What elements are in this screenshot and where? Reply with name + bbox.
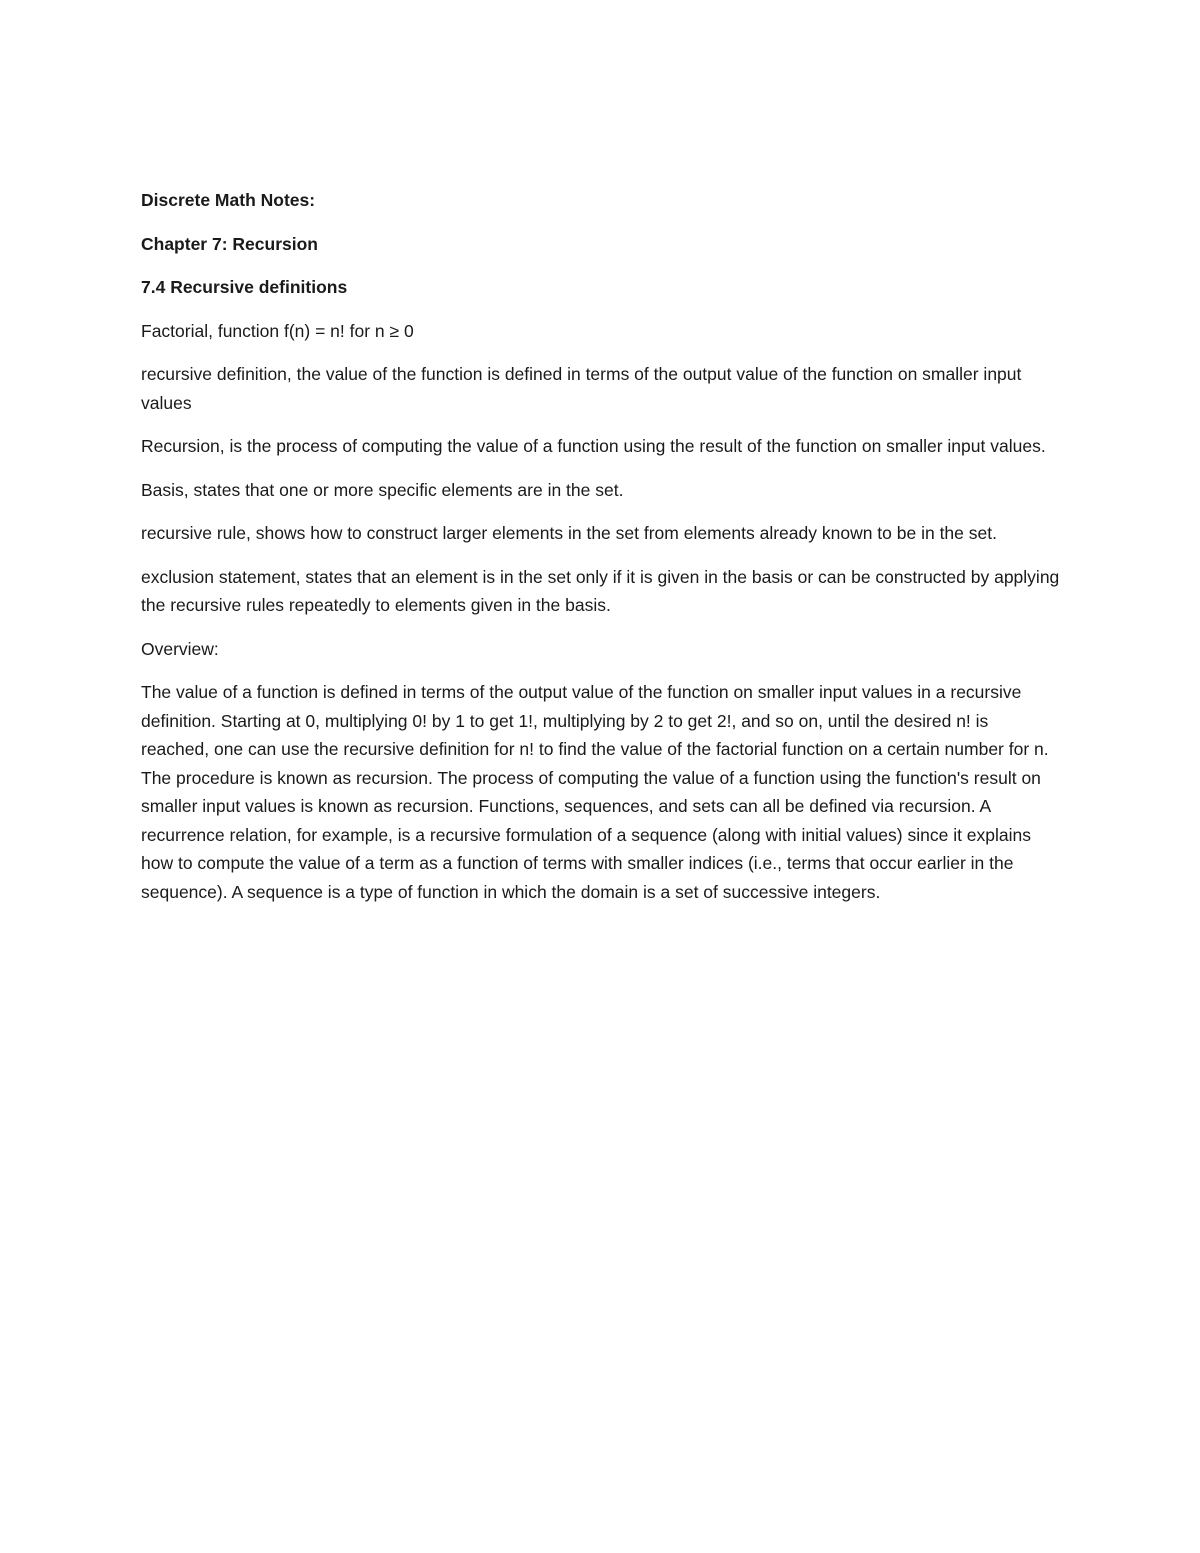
chapter-heading: Chapter 7: Recursion (141, 233, 318, 254)
recursive-rule-paragraph: recursive rule, shows how to construct larger elements in the set from elements already known to be in the set. (141, 523, 997, 543)
basis-paragraph: Basis, states that one or more specific elements are in the set. (141, 479, 624, 500)
recursive-definition-paragraph: recursive definition, the value of the function is defined in terms of the output value of the function on smaller input values (141, 364, 1022, 413)
overview-paragraph: The value of a function is defined in terms of the output value of the function on smaller input values in a recursive definition. Starting at 0, multiplying 0! by 1 to get 1!, multiplying by 2 to get 2!, and so on, until the desired n! is reached, one can use the recursive definition for n! to find the value of the factorial function on a certain number for n. The procedure is known as recursion. The process of computing the value of a function using the function's result on smaller input values is known as recursion. Functions, sequences, and sets can all be defined via recursion. A recurrence relation, for example, is a recursive formulation of a sequence (along with initial values) since it explains how to compute the value of a term as a function of terms with smaller indices (i.e., terms that occur earlier in the sequence). A sequence is a type of function in which the domain is a set of successive integers. (141, 682, 1049, 902)
section-heading: 7.4 Recursive definitions (141, 277, 348, 297)
overview-heading: Overview: (141, 638, 219, 659)
recursion-paragraph: Recursion, is the process of computing the value of a function using the result of the function on smaller input values. (141, 436, 1046, 456)
factorial-definition: Factorial, function f(n) = n! for n ≥ 0 (141, 320, 414, 341)
exclusion-statement-paragraph: exclusion statement, states that an element is in the set only if it is given in the basis or can be constructed by applying the recursive rules repeatedly to elements given in the basis. (141, 566, 1060, 615)
document-title: Discrete Math Notes: (141, 190, 316, 210)
document-body (141, 186, 1061, 921)
